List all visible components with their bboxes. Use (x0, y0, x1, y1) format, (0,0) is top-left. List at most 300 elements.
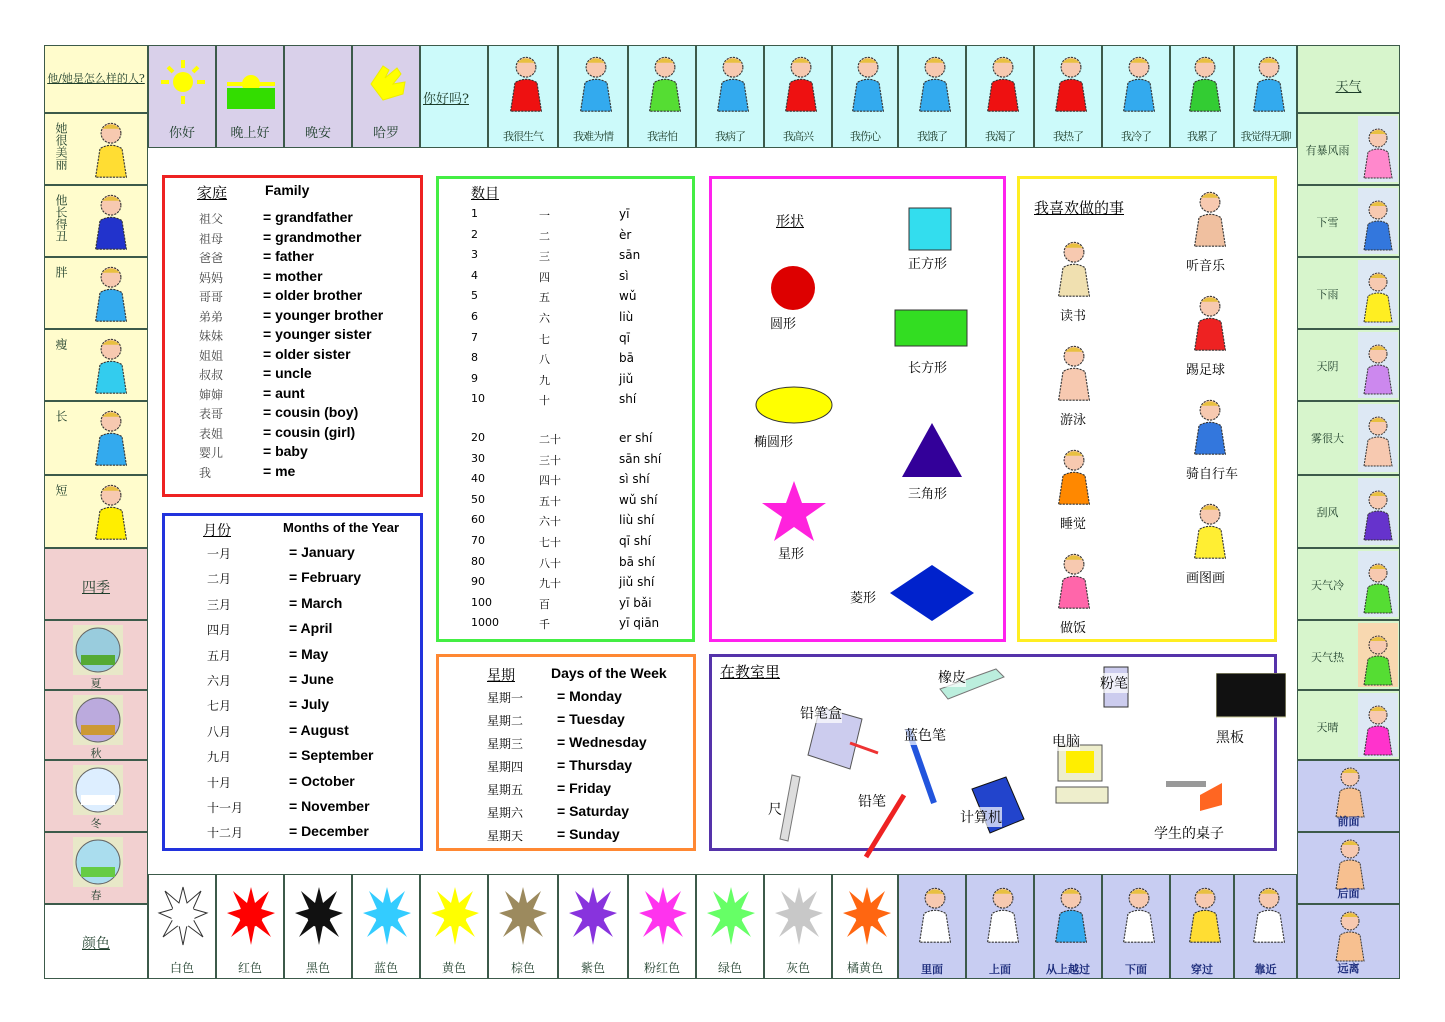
person-illustration-icon (981, 885, 1025, 950)
feeling-label: 我病了 (715, 130, 745, 143)
family-term-en: = aunt (263, 384, 305, 401)
greeting-label: 晚安 (304, 126, 331, 141)
day-en: = Saturday (557, 803, 629, 819)
weather-cell (1297, 113, 1400, 185)
person-illustration-icon (1188, 397, 1232, 462)
classroom-item-label: 学生的桌子 (1154, 823, 1224, 843)
greeting-cell (284, 45, 352, 148)
days-title-cn: 星期 (487, 668, 515, 684)
number-pinyin: èr (619, 227, 632, 242)
month-en: = October (289, 772, 355, 789)
number-digit: 8 (471, 351, 478, 365)
family-term-en: = younger brother (263, 306, 384, 323)
person-illustration-icon (1117, 885, 1161, 950)
weather-heading: 天气 (1335, 80, 1362, 95)
preposition-label: 靠近 (1254, 963, 1277, 976)
day-en: = Sunday (557, 826, 620, 842)
feeling-cell (898, 45, 966, 148)
color-label: 粉红色 (643, 961, 680, 975)
number-digit: 10 (471, 392, 485, 406)
person-illustration-icon (89, 408, 133, 473)
number-cn: 三 (539, 250, 550, 264)
oval-shape-label: 椭圆形 (754, 435, 794, 450)
number-pinyin: er shí (619, 431, 653, 445)
person-illustration-icon (1052, 343, 1096, 408)
month-en: = July (289, 696, 330, 713)
preposition-cell (1102, 874, 1170, 979)
color-cell (352, 874, 420, 979)
month-en: = November (289, 798, 370, 814)
preposition-cell (1170, 874, 1234, 979)
color-cell (832, 874, 898, 979)
person-illustration-icon (1358, 342, 1398, 401)
number-cn: 一 (539, 209, 550, 222)
description-cell (44, 329, 148, 401)
person-illustration-icon (1358, 703, 1398, 762)
number-pinyin: jiǔ (619, 371, 634, 386)
description-cell (44, 401, 148, 475)
family-title-en: Family (265, 182, 310, 198)
number-cn: 十 (539, 394, 550, 408)
feeling-label: 我热了 (1053, 130, 1083, 143)
number-cn: 五十 (539, 494, 561, 508)
numbers-title: 数目 (471, 186, 499, 202)
shapes-title: 形状 (776, 214, 804, 230)
season-cell (44, 832, 148, 904)
family-box (162, 175, 423, 497)
number-digit: 2 (471, 227, 478, 241)
person-illustration-icon (846, 54, 890, 119)
season-globe-icon (73, 837, 123, 891)
number-digit: 9 (471, 371, 478, 385)
classroom-item-label: 粉笔 (1100, 673, 1128, 693)
day-en: = Thursday (557, 757, 633, 773)
description-label: 短 (54, 484, 68, 496)
number-cn: 四 (539, 270, 550, 284)
person-illustration-icon (779, 54, 823, 119)
triangle-shape-icon (900, 421, 964, 483)
season-label: 冬 (90, 817, 102, 830)
number-pinyin: bā shí (619, 554, 655, 569)
top-corner-cell (44, 45, 148, 113)
classroom-item-label: 尺 (768, 799, 782, 819)
number-digit: 1000 (471, 616, 499, 630)
feeling-cell (628, 45, 696, 148)
month-en: = December (289, 823, 369, 840)
person-illustration-icon (1049, 54, 1093, 119)
number-pinyin: yī qiān (619, 616, 660, 631)
feeling-cell (1034, 45, 1102, 148)
feeling-cell (832, 45, 898, 148)
preposition-label: 里面 (921, 963, 943, 976)
star-shape-label: 星形 (778, 547, 805, 562)
month-cn: 三月 (207, 597, 232, 612)
classroom-item-label: 计算机 (960, 807, 1002, 827)
number-cn: 五 (539, 291, 550, 305)
student-desk-icon (1160, 775, 1230, 829)
season-globe-icon (73, 625, 123, 679)
feeling-label: 我渴了 (985, 130, 1015, 143)
hobby-label: 睡觉 (1060, 517, 1087, 532)
number-digit: 80 (471, 554, 485, 568)
number-pinyin: liù shí (619, 513, 655, 528)
person-illustration-icon (1247, 54, 1291, 119)
color-cell (420, 874, 488, 979)
preposition-label: 穿过 (1191, 963, 1213, 976)
person-illustration-icon (504, 54, 548, 119)
person-illustration-icon (1117, 54, 1161, 119)
feeling-cell (966, 45, 1034, 148)
family-term-en: = cousin (boy) (263, 404, 359, 420)
diamond-shape-icon (888, 563, 976, 627)
family-term-cn: 弟弟 (199, 309, 224, 324)
feeling-cell (696, 45, 764, 148)
greeting-label: 晚上好 (230, 126, 270, 141)
family-term-cn: 我 (199, 465, 212, 480)
greeting-label: 你好 (168, 126, 195, 141)
hobby-label: 踢足球 (1186, 363, 1226, 378)
month-en: = February (289, 569, 361, 586)
position-cell (1297, 832, 1400, 904)
preposition-label: 下面 (1125, 963, 1147, 976)
weather-label: 下雪 (1316, 216, 1339, 229)
season-label: 秋 (90, 747, 102, 760)
season-globe-icon (73, 765, 123, 819)
description-cell (44, 257, 148, 329)
greeting-label: 哈罗 (372, 126, 399, 141)
number-cn: 七十 (539, 536, 561, 549)
position-label: 前面 (1337, 815, 1360, 828)
hobbies-box (1017, 176, 1277, 642)
family-term-cn: 叔叔 (199, 368, 224, 382)
family-term-cn: 祖母 (199, 231, 224, 246)
paint-splat-icon (293, 881, 345, 955)
weather-picture-icon (1358, 116, 1398, 182)
family-term-en: = me (263, 462, 296, 479)
number-digit: 4 (471, 268, 478, 282)
number-digit: 60 (471, 513, 485, 527)
number-cn: 二 (539, 229, 550, 243)
greeting-cell (216, 45, 284, 148)
color-label: 绿色 (717, 961, 742, 975)
feeling-label: 我难为情 (573, 130, 613, 143)
weather-picture-icon (1358, 404, 1398, 472)
month-en: = January (289, 544, 355, 560)
number-digit: 100 (471, 595, 492, 609)
hobbies-title: 我喜欢做的事 (1034, 199, 1125, 217)
family-term-en: = baby (263, 443, 308, 459)
number-cn: 百 (539, 597, 550, 611)
number-cn: 二十 (539, 433, 561, 446)
number-pinyin: bā (619, 351, 634, 366)
number-cn: 六十 (539, 515, 561, 529)
feeling-label: 我害怕 (647, 130, 677, 143)
weather-cell (1297, 548, 1400, 620)
position-cell (1297, 760, 1400, 832)
month-en: = May (289, 645, 329, 662)
hobby-label: 游泳 (1060, 413, 1087, 428)
days-box (436, 654, 696, 851)
season-cell (44, 760, 148, 832)
person-illustration-icon (1358, 561, 1398, 620)
months-title-cn: 月份 (203, 523, 231, 539)
description-cell (44, 475, 148, 548)
person-illustration-icon (981, 54, 1025, 119)
feeling-label: 我累了 (1187, 130, 1217, 143)
weather-picture-icon (1358, 551, 1398, 617)
weather-title-cell (1297, 45, 1400, 113)
weather-cell (1297, 257, 1400, 329)
number-cn: 四十 (539, 474, 561, 488)
classroom-title: 在教室里 (720, 663, 781, 681)
weather-label: 天晴 (1316, 721, 1339, 734)
color-cell (216, 874, 284, 979)
number-pinyin: wǔ (619, 289, 637, 304)
rectangle-shape-icon (894, 309, 968, 351)
family-term-cn: 祖父 (199, 212, 224, 226)
preposition-label: 从上越过 (1046, 963, 1090, 976)
weather-label: 有暴风雨 (1305, 144, 1350, 157)
paint-splat-icon (497, 881, 549, 955)
color-label: 灰色 (785, 961, 810, 975)
colors-heading: 颜色 (82, 936, 110, 952)
family-term-cn: 婴儿 (199, 446, 224, 460)
weather-cell (1297, 329, 1400, 401)
day-cn: 星期五 (487, 783, 524, 797)
day-cn: 星期二 (487, 714, 524, 728)
waving-hand-icon (363, 54, 411, 113)
season-label: 夏 (90, 677, 102, 690)
family-term-en: = older brother (263, 287, 363, 303)
weather-picture-icon (1358, 332, 1398, 398)
family-term-cn: 姐姐 (199, 348, 224, 363)
number-pinyin: liù (619, 310, 634, 324)
person-illustration-icon (1183, 54, 1227, 119)
classroom-item-label: 黑板 (1216, 727, 1244, 747)
number-cn: 三十 (539, 453, 561, 467)
number-pinyin: wǔ shí (619, 492, 658, 507)
number-digit: 30 (471, 451, 485, 465)
month-en: = August (289, 721, 349, 738)
numbers-box (436, 176, 695, 642)
weather-label: 下雨 (1316, 288, 1339, 301)
position-label: 远离 (1337, 962, 1360, 975)
month-cn: 六月 (207, 674, 232, 688)
rectangle-shape-label: 长方形 (908, 361, 948, 376)
color-label: 白色 (169, 961, 194, 975)
person-illustration-icon (913, 885, 957, 950)
weather-picture-icon (1358, 623, 1398, 687)
person-illustration-icon (1183, 885, 1227, 950)
family-term-en: = cousin (girl) (263, 423, 356, 440)
person-illustration-icon (1188, 293, 1232, 358)
person-illustration-icon (89, 192, 133, 257)
month-en: = April (289, 620, 333, 637)
number-cn: 八 (539, 353, 550, 367)
number-cn: 八十 (539, 556, 561, 570)
month-cn: 九月 (207, 750, 232, 765)
number-pinyin: sì shí (619, 472, 650, 487)
person-illustration-icon (1358, 198, 1398, 257)
days-title-en: Days of the Week (551, 665, 667, 681)
family-term-cn: 哥哥 (199, 290, 224, 304)
description-label: 胖 (54, 266, 68, 278)
heading-what-are-they-like: 他/她是怎么样的人? (47, 72, 145, 85)
color-cell (696, 874, 764, 979)
weather-cell (1297, 475, 1400, 548)
number-cn: 七 (539, 332, 550, 346)
month-cn: 二月 (207, 572, 232, 587)
month-en: = September (289, 747, 374, 764)
paint-splat-icon (429, 881, 481, 955)
position-label: 后面 (1337, 887, 1360, 900)
seasons-heading: 四季 (82, 580, 110, 596)
family-term-cn: 爸爸 (199, 251, 224, 265)
month-cn: 八月 (207, 724, 232, 739)
number-pinyin: shí (619, 392, 637, 407)
position-cell (1297, 904, 1400, 979)
day-cn: 星期三 (487, 737, 524, 751)
hobby-label: 听音乐 (1186, 259, 1226, 274)
paint-splat-icon (361, 881, 413, 955)
shapes-box (709, 176, 1006, 642)
person-illustration-icon (1052, 447, 1096, 512)
number-pinyin: jiǔ shí (619, 575, 655, 590)
family-term-en: = grandfather (263, 209, 353, 225)
weather-picture-icon (1358, 693, 1398, 757)
weather-picture-icon (1358, 478, 1398, 545)
preposition-cell (1234, 874, 1297, 979)
color-label: 红色 (237, 961, 262, 975)
family-term-en: = older sister (263, 345, 351, 362)
month-cn: 四月 (207, 623, 232, 638)
season-cell (44, 620, 148, 690)
number-pinyin: yī (619, 207, 630, 221)
feeling-cell (558, 45, 628, 148)
weather-label: 刮风 (1316, 506, 1339, 519)
weather-label: 雾很大 (1311, 432, 1344, 445)
color-label: 蓝色 (373, 961, 398, 975)
color-label: 紫色 (580, 961, 605, 975)
classroom-item-label: 铅笔盒 (800, 703, 842, 723)
hobby-label: 读书 (1060, 309, 1087, 324)
how-are-you-cell (420, 45, 488, 148)
month-cn: 一月 (207, 547, 232, 561)
number-digit: 90 (471, 575, 485, 589)
weather-picture-icon (1358, 188, 1398, 254)
feeling-label: 我很生气 (503, 130, 543, 143)
month-cn: 十月 (207, 775, 232, 790)
seasons-title-cell (44, 548, 148, 620)
color-label: 棕色 (510, 961, 535, 975)
person-illustration-icon (89, 482, 133, 547)
weather-cell (1297, 690, 1400, 760)
star-shape-icon (760, 479, 828, 547)
description-label: 他长得丑 (54, 194, 68, 242)
number-pinyin: qī shí (619, 534, 651, 548)
family-term-cn: 表哥 (199, 407, 224, 421)
hobby-label: 做饭 (1060, 621, 1087, 636)
paint-splat-icon (705, 881, 757, 955)
feeling-cell (1170, 45, 1234, 148)
month-cn: 十二月 (207, 826, 244, 841)
season-label: 春 (90, 889, 102, 902)
day-cn: 星期天 (487, 829, 524, 843)
person-illustration-icon (1358, 126, 1398, 185)
number-digit: 3 (471, 248, 478, 262)
family-term-en: = uncle (263, 365, 312, 381)
day-en: = Wednesday (557, 734, 647, 750)
color-cell (284, 874, 352, 979)
weather-picture-icon (1358, 260, 1398, 326)
person-illustration-icon (1188, 189, 1232, 254)
family-term-en: = mother (263, 267, 323, 284)
number-digit: 1 (471, 207, 478, 220)
paint-splat-icon (773, 881, 825, 955)
number-digit: 40 (471, 472, 485, 486)
feeling-label: 我饿了 (917, 130, 947, 143)
family-term-cn: 妈妈 (199, 270, 224, 285)
number-digit: 6 (471, 310, 478, 323)
day-en: = Friday (557, 780, 612, 796)
family-term-en: = grandmother (263, 228, 362, 245)
triangle-shape-label: 三角形 (908, 487, 948, 502)
paint-splat-icon (841, 881, 893, 955)
month-cn: 十一月 (207, 801, 244, 815)
oval-shape-icon (754, 385, 834, 429)
number-digit: 5 (471, 289, 478, 303)
person-illustration-icon (711, 54, 755, 119)
diamond-shape-label: 菱形 (850, 591, 877, 606)
number-digit: 50 (471, 492, 485, 506)
sun-icon (159, 54, 207, 113)
number-pinyin: yī bǎi (619, 595, 652, 610)
number-cn: 千 (539, 618, 550, 632)
feeling-label: 我伤心 (850, 130, 880, 143)
weather-cell (1297, 620, 1400, 690)
feeling-label: 我高兴 (783, 130, 813, 143)
circle-shape-icon (770, 265, 816, 315)
family-term-cn: 表姐 (199, 426, 224, 441)
computer-icon (1052, 741, 1112, 815)
number-digit: 20 (471, 431, 485, 444)
description-cell (44, 113, 148, 185)
classroom-item-label: 橡皮 (938, 667, 966, 687)
color-label: 橘黄色 (846, 961, 883, 975)
color-cell (628, 874, 696, 979)
classroom-box (709, 654, 1277, 851)
greeting-cell (148, 45, 216, 148)
person-illustration-icon (89, 336, 133, 401)
person-illustration-icon (643, 54, 687, 119)
day-en: = Tuesday (557, 711, 625, 727)
feeling-cell (1102, 45, 1170, 148)
colors-title-cell (44, 904, 148, 979)
feeling-cell (764, 45, 832, 148)
person-illustration-icon (1247, 885, 1291, 950)
day-en: = Monday (557, 688, 622, 704)
hobby-label: 画图画 (1186, 571, 1226, 586)
classroom-item-label: 蓝色笔 (904, 725, 946, 745)
paint-splat-icon (157, 881, 209, 955)
month-en: = June (289, 671, 334, 687)
day-cn: 星期一 (487, 691, 524, 705)
person-illustration-icon (89, 264, 133, 329)
month-en: = March (289, 594, 343, 611)
description-label: 瘦 (54, 338, 68, 350)
feeling-cell (1234, 45, 1297, 148)
number-pinyin: sān shí (619, 451, 662, 466)
